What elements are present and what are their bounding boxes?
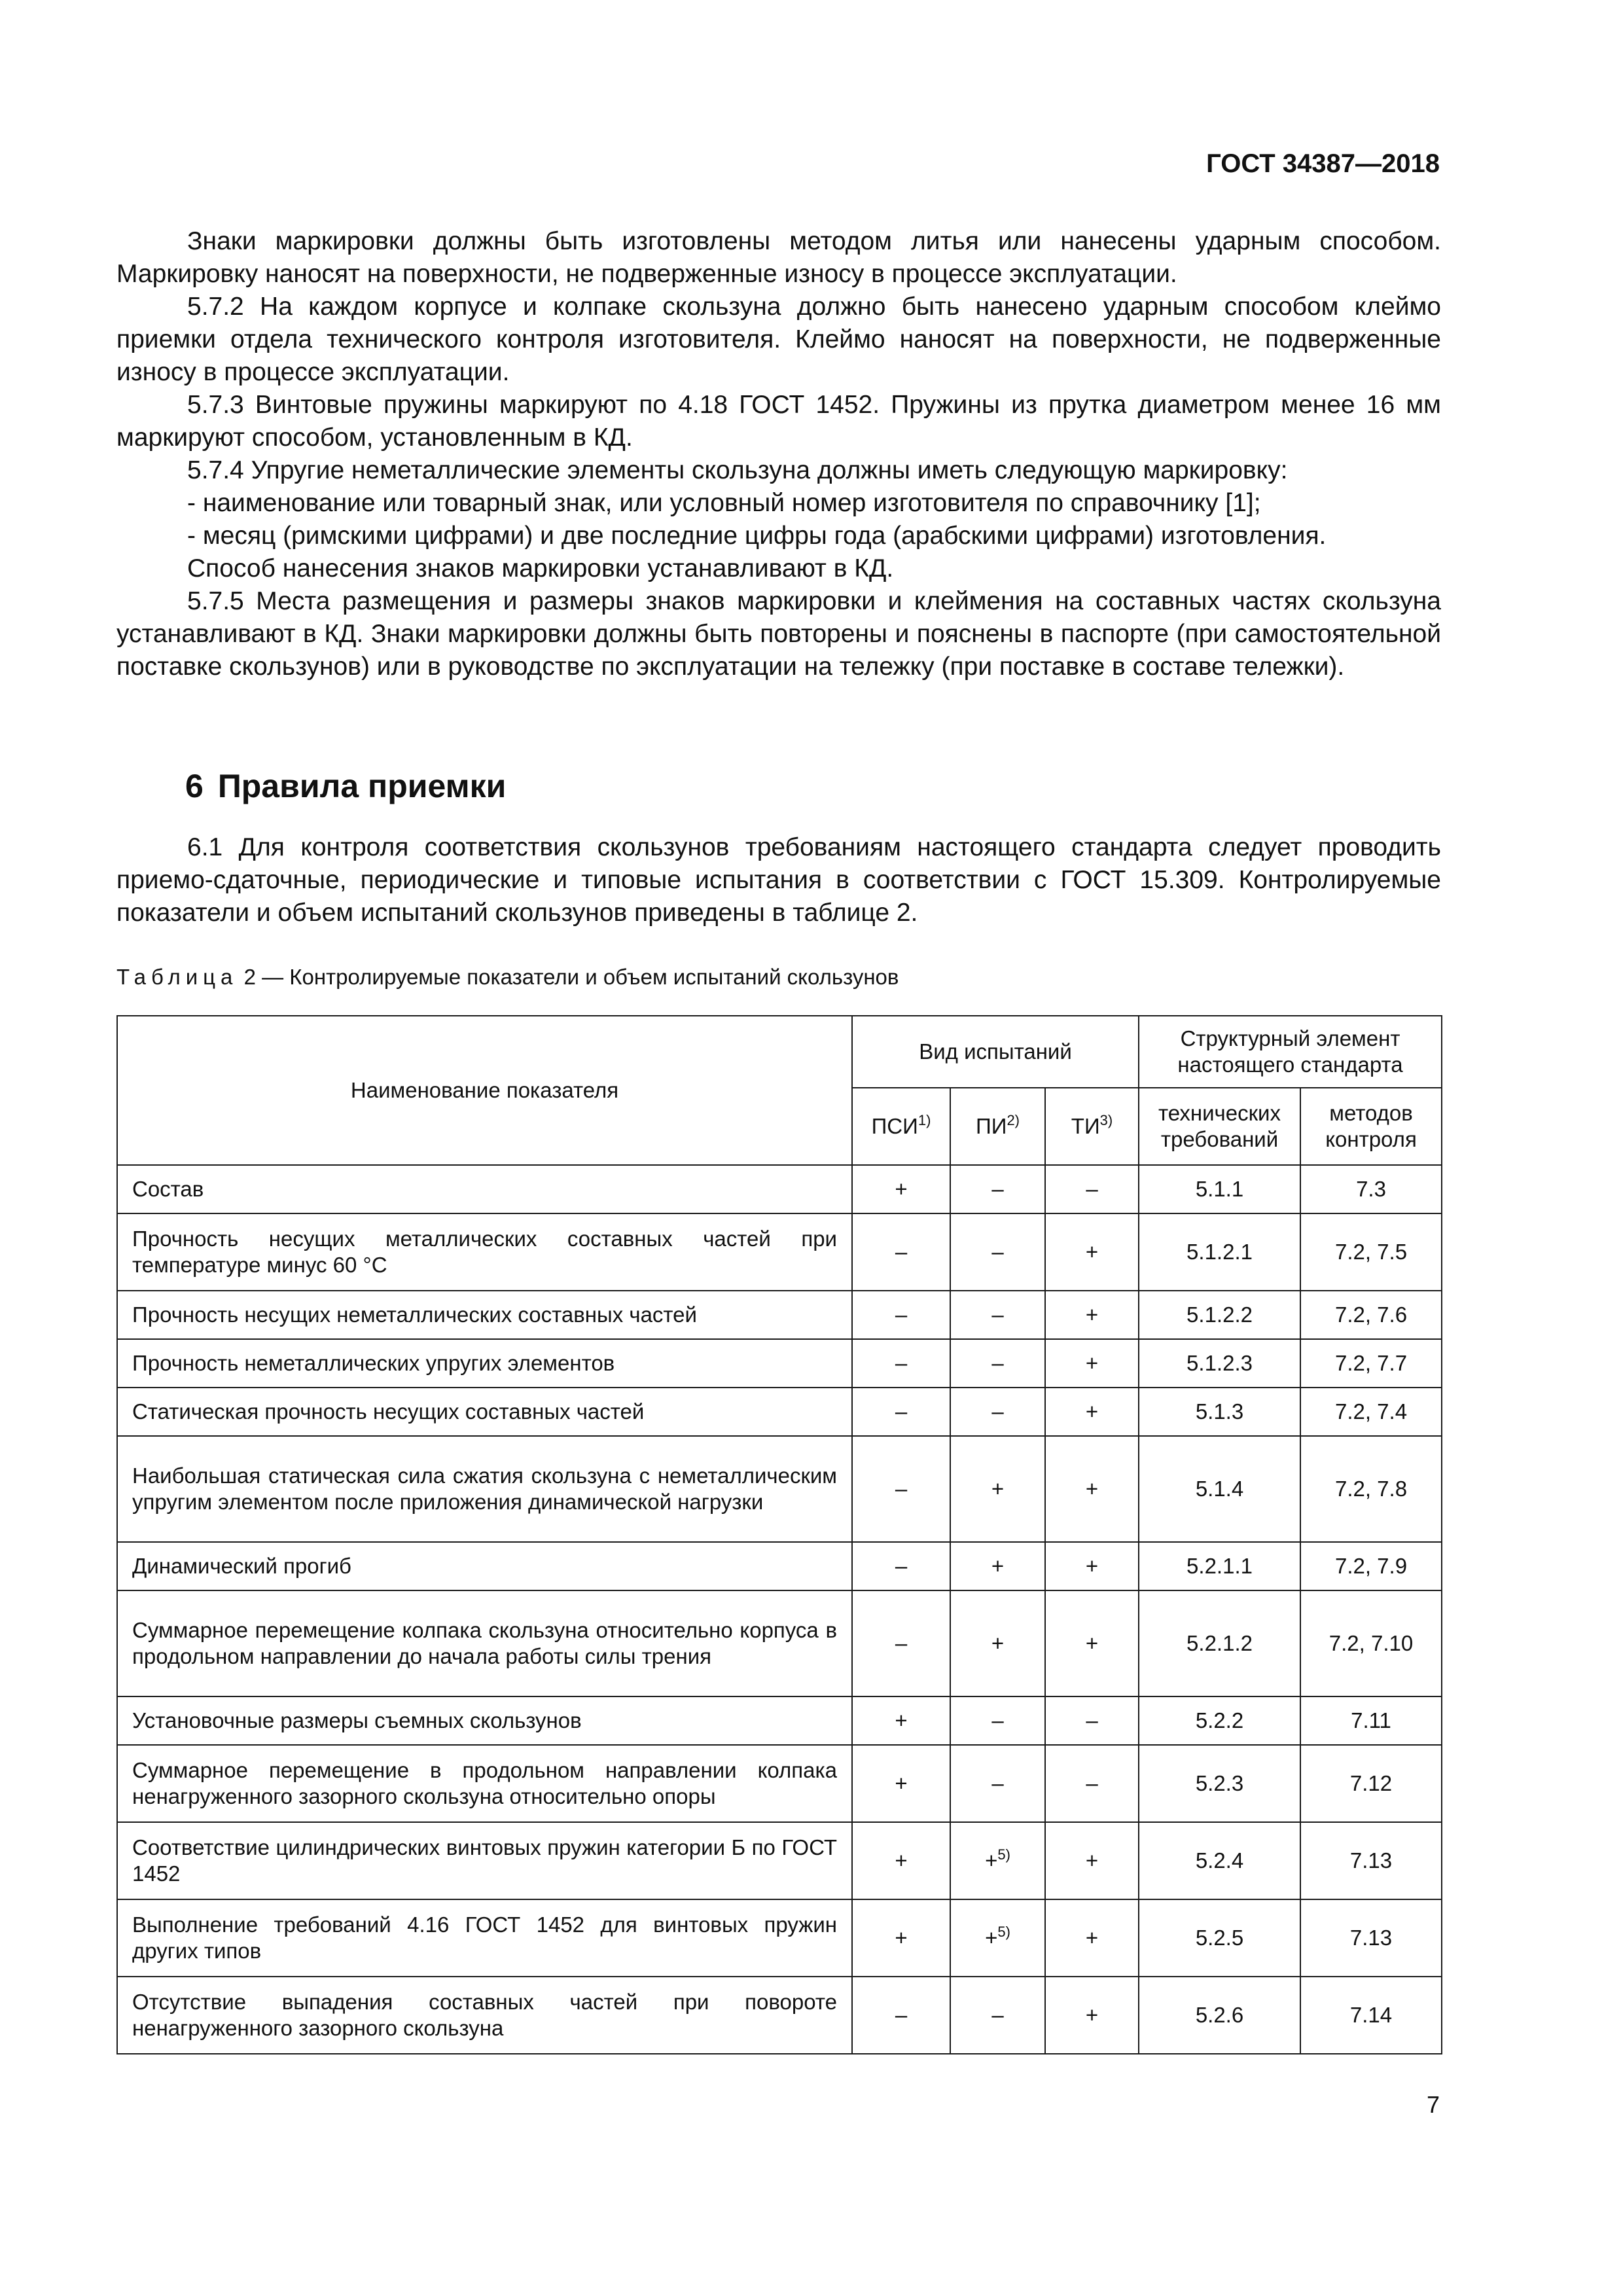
cell-tech: 5.2.6 <box>1139 1977 1300 2054</box>
cell-tech: 5.2.4 <box>1139 1822 1300 1899</box>
table-row <box>117 1339 1442 1388</box>
section-number: 6 <box>185 768 204 804</box>
table-caption-prefix: Таблица <box>116 965 238 989</box>
paragraph-6-1: 6.1 Для контроля соответствия скользунов требованиям настоящего стандарта следует проводить приемо-сдаточные, периодические и типовые испытания в соответствии с ГОСТ 15.309. Контролируемые показатели и объем испытаний скользунов приведены в таблице 2. <box>116 833 1441 927</box>
cell-ti: + <box>1045 1590 1139 1696</box>
cell-methods: 7.2, 7.10 <box>1300 1590 1442 1696</box>
cell-tech: 5.1.2.2 <box>1139 1291 1300 1339</box>
tests-table <box>116 1015 1442 2054</box>
cell-tech: 5.1.3 <box>1139 1388 1300 1436</box>
cell-pi: – <box>950 1696 1045 1745</box>
table-row <box>117 1745 1442 1822</box>
table-row <box>117 1388 1442 1436</box>
header-psi: ПСИ$^{1)}$ <box>852 1088 950 1165</box>
cell-name: Прочность несущих металлических составных частей при температуре минус 60 °С <box>117 1213 852 1291</box>
cell-pi: – <box>950 1291 1045 1339</box>
cell-methods: 7.11 <box>1300 1696 1442 1745</box>
cell-psi: – <box>852 1339 950 1388</box>
paragraph-marking-methods: Знаки маркировки должны быть изготовлены методом литья или нанесены ударным способом. Маркировку наносят на поверхности, не подверженные износу в процессе эксплуатации. <box>116 227 1441 288</box>
cell-ti: – <box>1045 1696 1139 1745</box>
cell-name: Суммарное перемещение колпака скользуна относительно корпуса в продольном направлении до начала работы силы трения <box>117 1590 852 1696</box>
cell-pi: – <box>950 1977 1045 2054</box>
cell-methods: 7.14 <box>1300 1977 1442 2054</box>
cell-methods: 7.13 <box>1300 1822 1442 1899</box>
cell-psi: – <box>852 1213 950 1291</box>
cell-psi: – <box>852 1388 950 1436</box>
table-row <box>117 1899 1442 1977</box>
table-row <box>117 1542 1442 1590</box>
cell-tech: 5.2.1.1 <box>1139 1542 1300 1590</box>
cell-methods: 7.2, 7.8 <box>1300 1436 1442 1542</box>
cell-pi: – <box>950 1745 1045 1822</box>
cell-pi: + <box>950 1542 1045 1590</box>
footnote-marker: 5) <box>997 1924 1010 1940</box>
cell-name: Выполнение требований 4.16 ГОСТ 1452 для винтовых пружин других типов <box>117 1899 852 1977</box>
paragraph-marking-method-kd: Способ нанесения знаков маркировки устанавливают в КД. <box>187 554 894 583</box>
cell-psi: – <box>852 1590 950 1696</box>
table-body <box>117 1165 1442 2054</box>
cell-pi: – <box>950 1213 1045 1291</box>
footnote-marker: 1) <box>918 1112 931 1128</box>
cell-ti: + <box>1045 1291 1139 1339</box>
cell-pi: – <box>950 1388 1045 1436</box>
table-row <box>117 1822 1442 1899</box>
cell-name: Динамический прогиб <box>117 1542 852 1590</box>
table-row <box>117 1213 1442 1291</box>
cell-pi: + <box>950 1436 1045 1542</box>
cell-tech: 5.1.1 <box>1139 1165 1300 1213</box>
cell-pi: – <box>950 1339 1045 1388</box>
cell-psi: + <box>852 1696 950 1745</box>
cell-psi: + <box>852 1745 950 1822</box>
cell-name: Отсутствие выпадения составных частей при повороте ненагруженного зазорного скользуна <box>117 1977 852 2054</box>
cell-methods: 7.2, 7.7 <box>1300 1339 1442 1388</box>
cell-ti: + <box>1045 1388 1139 1436</box>
cell-psi: – <box>852 1542 950 1590</box>
cell-name: Соответствие цилиндрических винтовых пружин категории Б по ГОСТ 1452 <box>117 1822 852 1899</box>
cell-ti: – <box>1045 1165 1139 1213</box>
header-test-type: Вид испытаний <box>852 1016 1139 1088</box>
table-row <box>117 1165 1442 1213</box>
cell-name: Статическая прочность несущих составных частей <box>117 1388 852 1436</box>
cell-tech: 5.1.2.3 <box>1139 1339 1300 1388</box>
standard-code: ГОСТ 34387—2018 <box>1206 149 1440 178</box>
cell-methods: 7.3 <box>1300 1165 1442 1213</box>
cell-pi: +$^{5)}$ <box>950 1899 1045 1977</box>
cell-methods: 7.2, 7.4 <box>1300 1388 1442 1436</box>
cell-psi: + <box>852 1822 950 1899</box>
page-number: 7 <box>1426 2091 1440 2118</box>
header-ti: ТИ$^{3)}$ <box>1045 1088 1139 1165</box>
paragraph-5-7-4: 5.7.4 Упругие неметаллические элементы скользуна должны иметь следующую маркировку: <box>187 456 1288 484</box>
header-structural-element: Структурный элемент настоящего стандарта <box>1139 1016 1442 1088</box>
cell-ti: + <box>1045 1977 1139 2054</box>
cell-ti: + <box>1045 1542 1139 1590</box>
list-item-date: - месяц (римскими цифрами) и две последние цифры года (арабскими цифрами) изготовления. <box>187 522 1327 550</box>
cell-name: Состав <box>117 1165 852 1213</box>
cell-tech: 5.2.5 <box>1139 1899 1300 1977</box>
cell-ti: + <box>1045 1822 1139 1899</box>
list-item-manufacturer: - наименование или товарный знак, или условный номер изготовителя по справочнику [1]; <box>187 489 1261 517</box>
cell-name: Установочные размеры съемных скользунов <box>117 1696 852 1745</box>
cell-methods: 7.2, 7.6 <box>1300 1291 1442 1339</box>
table-caption-text: 2 — Контролируемые показатели и объем испытаний скользунов <box>243 965 899 989</box>
cell-name: Прочность неметаллических упругих элементов <box>117 1339 852 1388</box>
cell-psi: – <box>852 1291 950 1339</box>
cell-ti: + <box>1045 1213 1139 1291</box>
cell-methods: 7.12 <box>1300 1745 1442 1822</box>
cell-methods: 7.13 <box>1300 1899 1442 1977</box>
paragraph-5-7-2: 5.7.2 На каждом корпусе и колпаке скользуна должно быть нанесено ударным способом клеймо приемки отдела технического контроля изготовителя. Клеймо наносят на поверхности, не подверженные износу в процессе эксплуатации. <box>116 293 1441 386</box>
cell-psi: + <box>852 1899 950 1977</box>
table-row <box>117 1977 1442 2054</box>
header-indicator-name: Наименование показателя <box>117 1016 852 1165</box>
footnote-marker: 5) <box>997 1846 1010 1863</box>
cell-pi: – <box>950 1165 1045 1213</box>
cell-pi: +$^{5)}$ <box>950 1822 1045 1899</box>
cell-tech: 5.1.2.1 <box>1139 1213 1300 1291</box>
cell-ti: – <box>1045 1745 1139 1822</box>
cell-name: Прочность несущих неметаллических составных частей <box>117 1291 852 1339</box>
header-tech-requirements: технических требований <box>1139 1088 1300 1165</box>
table-row <box>117 1291 1442 1339</box>
cell-ti: + <box>1045 1899 1139 1977</box>
paragraph-5-7-5: 5.7.5 Места размещения и размеры знаков маркировки и клеймения на составных частях скользуна устанавливают в КД. Знаки маркировки должны быть повторены и пояснены в паспорте (при самостоятельной поставке скользунов) или в руководстве по эксплуатации на тележку (при поставке в составе тележки). <box>116 587 1441 681</box>
cell-pi: + <box>950 1590 1045 1696</box>
cell-ti: + <box>1045 1436 1139 1542</box>
cell-methods: 7.2, 7.9 <box>1300 1542 1442 1590</box>
section-heading <box>185 767 506 805</box>
table-row <box>117 1590 1442 1696</box>
header-control-methods: методов контроля <box>1300 1088 1442 1165</box>
cell-tech: 5.2.1.2 <box>1139 1590 1300 1696</box>
cell-tech: 5.2.2 <box>1139 1696 1300 1745</box>
table-row <box>117 1696 1442 1745</box>
header-pi: ПИ$^{2)}$ <box>950 1088 1045 1165</box>
section-title-text: Правила приемки <box>217 768 507 804</box>
marking-section-text <box>116 225 1441 683</box>
footnote-marker: 2) <box>1007 1112 1020 1128</box>
cell-tech: 5.1.4 <box>1139 1436 1300 1542</box>
table-row <box>117 1436 1442 1542</box>
table-caption <box>116 965 899 990</box>
cell-psi: – <box>852 1436 950 1542</box>
paragraph-5-7-3: 5.7.3 Винтовые пружины маркируют по 4.18 ГОСТ 1452. Пружины из прутка диаметром менее 16 мм маркируют способом, установленным в КД. <box>116 391 1441 452</box>
cell-name: Наибольшая статическая сила сжатия скользуна с неметаллическим упругим элементом после приложения динамической нагрузки <box>117 1436 852 1542</box>
cell-psi: – <box>852 1977 950 2054</box>
cell-psi: + <box>852 1165 950 1213</box>
cell-tech: 5.2.3 <box>1139 1745 1300 1822</box>
footnote-marker: 3) <box>1099 1112 1113 1128</box>
cell-methods: 7.2, 7.5 <box>1300 1213 1442 1291</box>
cell-ti: + <box>1045 1339 1139 1388</box>
cell-name: Суммарное перемещение в продольном направлении колпака ненагруженного зазорного скользуна относительно опоры <box>117 1745 852 1822</box>
